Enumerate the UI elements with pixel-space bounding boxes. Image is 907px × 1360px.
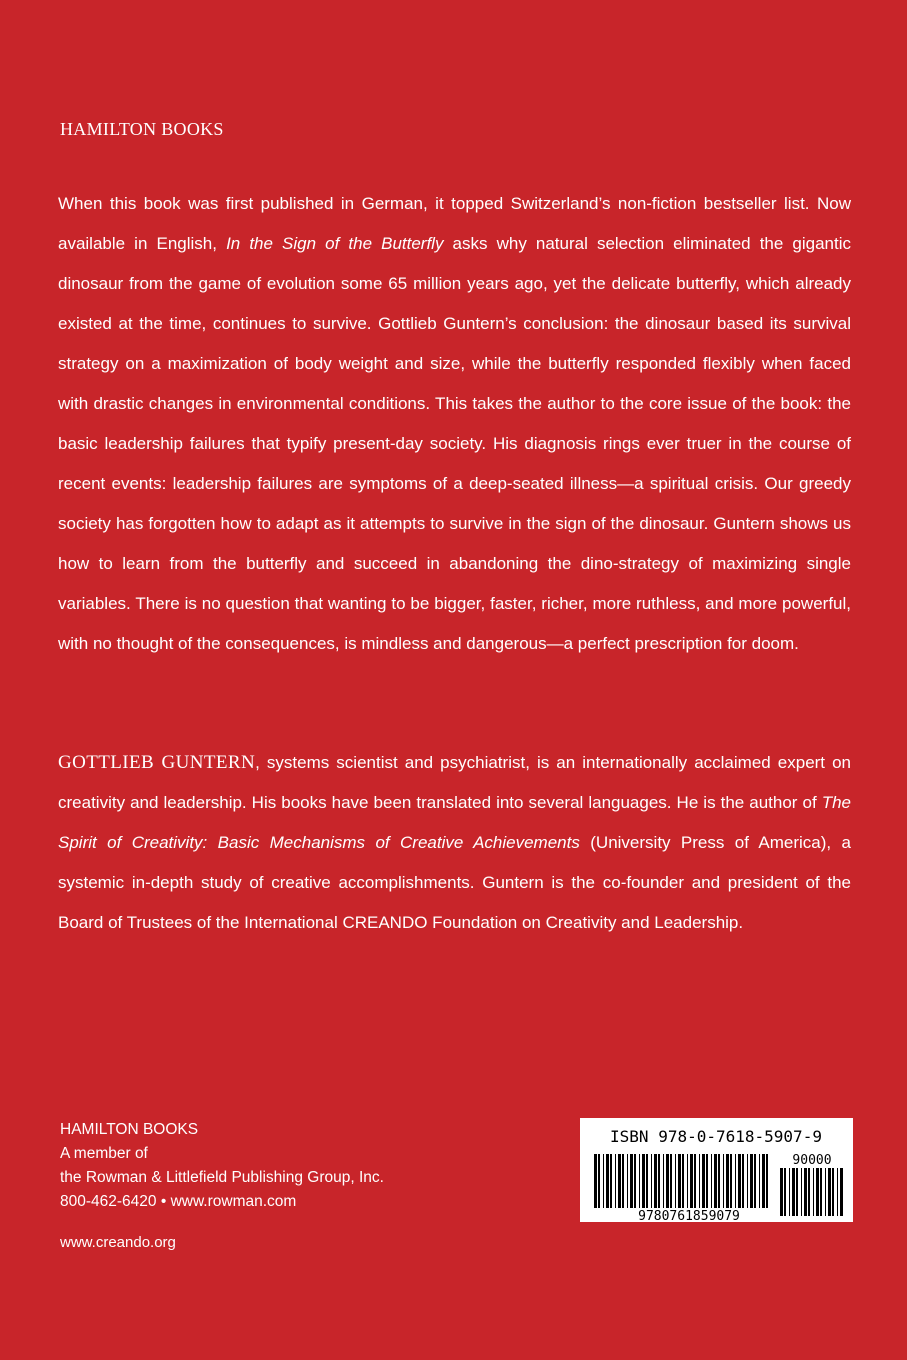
barcode-main-digits: 9780761859079 (638, 1209, 740, 1222)
barcode-bar (726, 1154, 729, 1208)
barcode-bar (706, 1154, 708, 1208)
barcode-bar (738, 1154, 741, 1208)
barcode-bar (606, 1154, 609, 1208)
barcode-bar (598, 1154, 600, 1208)
barcode-bar (828, 1168, 831, 1216)
barcode-bar (813, 1168, 814, 1216)
barcode-bar (634, 1154, 636, 1208)
barcode-bar (735, 1154, 736, 1208)
barcode-bar (666, 1154, 669, 1208)
barcode-bar (714, 1154, 717, 1208)
barcode-bar (682, 1154, 684, 1208)
barcode-bar (702, 1154, 705, 1208)
barcode-addon-digits: 90000 (792, 1153, 832, 1168)
barcode-bar (804, 1168, 807, 1216)
barcode-bar (627, 1154, 628, 1208)
footer-contact-line: 800-462-6420 • www.rowman.com (60, 1193, 297, 1210)
footer-publisher-name: HAMILTON BOOKS (60, 1121, 199, 1138)
barcode-bar (808, 1168, 810, 1216)
footer-website: www.creando.org (60, 1234, 176, 1251)
barcode-bar (630, 1154, 633, 1208)
barcode-bar (832, 1168, 834, 1216)
barcode-graphic (580, 1118, 853, 1222)
barcode-bar (646, 1154, 648, 1208)
barcode-bar (801, 1168, 802, 1216)
barcode-bar (730, 1154, 732, 1208)
barcode-bar (690, 1154, 693, 1208)
barcode-bar (694, 1154, 696, 1208)
author-name: GOTTLIEB GUNTERN (58, 752, 256, 773)
barcode-bar (711, 1154, 712, 1208)
barcode-bar (762, 1154, 765, 1208)
barcode-bar (670, 1154, 672, 1208)
barcode-bar (615, 1154, 616, 1208)
other-book-title: The Spirit of Creativity: Basic Mechanisms of Creative Achievements (58, 793, 851, 852)
barcode-bar (742, 1154, 744, 1208)
barcode-bar (618, 1154, 621, 1208)
barcode-bar (816, 1168, 819, 1216)
description-text-end: asks why natural selection eliminated the gigantic dinosaur from the game of evolution some 65 million years ago, yet the delicate butterfly, which already existed at the time, continues to survive. Gottlieb Guntern’s conclusion: the dinosaur based its survival strategy on a maximization of body weight and size, while the butterfly responded flexibly when faced with drastic changes in environmental conditions. This takes the author to the core issue of the book: the basic leadership failures that typify present-day society. His diagnosis rings ever truer in the course of recent events: leadership failures are symptoms of a deep-seated illness—a spiritual crisis. Our greedy society has forgotten how to adapt as it attempts to survive in the sign of the dinosaur. Guntern shows us how to learn from the butterfly and succeed in abandoning the dino-strategy of maximizing single variables. There is no question that wanting to be bigger, faster, richer, more ruthless, and more powerful, with no thought of the consequences, is mindless and dangerous—a perfect prescription for doom. (58, 234, 852, 653)
barcode-bar (784, 1168, 786, 1216)
footer-group-line: the Rowman & Littlefield Publishing Group, Inc. (60, 1169, 384, 1186)
barcode-bar (825, 1168, 826, 1216)
isbn-barcode (580, 1118, 853, 1222)
barcode-bar (699, 1154, 700, 1208)
isbn-label: ISBN 978-0-7618-5907-9 (610, 1127, 822, 1146)
barcode-bar (639, 1154, 640, 1208)
description-text-start: When this book was first published in German, it topped Switzerland’s non-fiction bestseller list. Now available in English, (58, 194, 851, 253)
barcode-bar (622, 1154, 624, 1208)
barcode-bar (840, 1168, 843, 1216)
barcode-bar (766, 1154, 768, 1208)
barcode-bar (651, 1154, 652, 1208)
footer-member-line: A member of (60, 1145, 148, 1162)
barcode-bar (792, 1168, 795, 1216)
bio-text-start: , systems scientist and psychiatrist, is an internationally acclaimed expert on creativity and leadership. His books have been translated into several languages. He is the author of (58, 753, 851, 812)
barcode-bar (654, 1154, 657, 1208)
book-title: In the Sign of the Butterfly (226, 234, 444, 253)
barcode-bar (678, 1154, 681, 1208)
addon-barcode-bars (780, 1168, 843, 1216)
barcode-bar (658, 1154, 660, 1208)
publisher-footer (60, 1118, 384, 1214)
barcode-bar (750, 1154, 753, 1208)
barcode-bar (759, 1154, 760, 1208)
barcode-bar (642, 1154, 645, 1208)
barcode-bar (594, 1154, 597, 1208)
barcode-bar (663, 1154, 664, 1208)
barcode-bar (789, 1168, 790, 1216)
barcode-bar (747, 1154, 748, 1208)
top-publisher-name: HAMILTON BOOKS (60, 119, 224, 139)
main-barcode-bars (594, 1154, 768, 1208)
barcode-bar (780, 1168, 783, 1216)
barcode-bar (723, 1154, 724, 1208)
barcode-bar (675, 1154, 676, 1208)
barcode-bar (687, 1154, 688, 1208)
book-description (58, 184, 851, 664)
bio-text-end: (University Press of America), a systemic in-depth study of creative accomplishments. Guntern is the co-founder and president of the Board of Trustees of the International CREANDO Foundation on Creativity and Leadership. (58, 833, 851, 932)
barcode-bar (754, 1154, 756, 1208)
barcode-bar (837, 1168, 838, 1216)
barcode-bar (820, 1168, 822, 1216)
barcode-bar (610, 1154, 612, 1208)
barcode-bar (718, 1154, 720, 1208)
author-bio (58, 743, 851, 943)
barcode-bar (796, 1168, 798, 1216)
barcode-bar (603, 1154, 604, 1208)
